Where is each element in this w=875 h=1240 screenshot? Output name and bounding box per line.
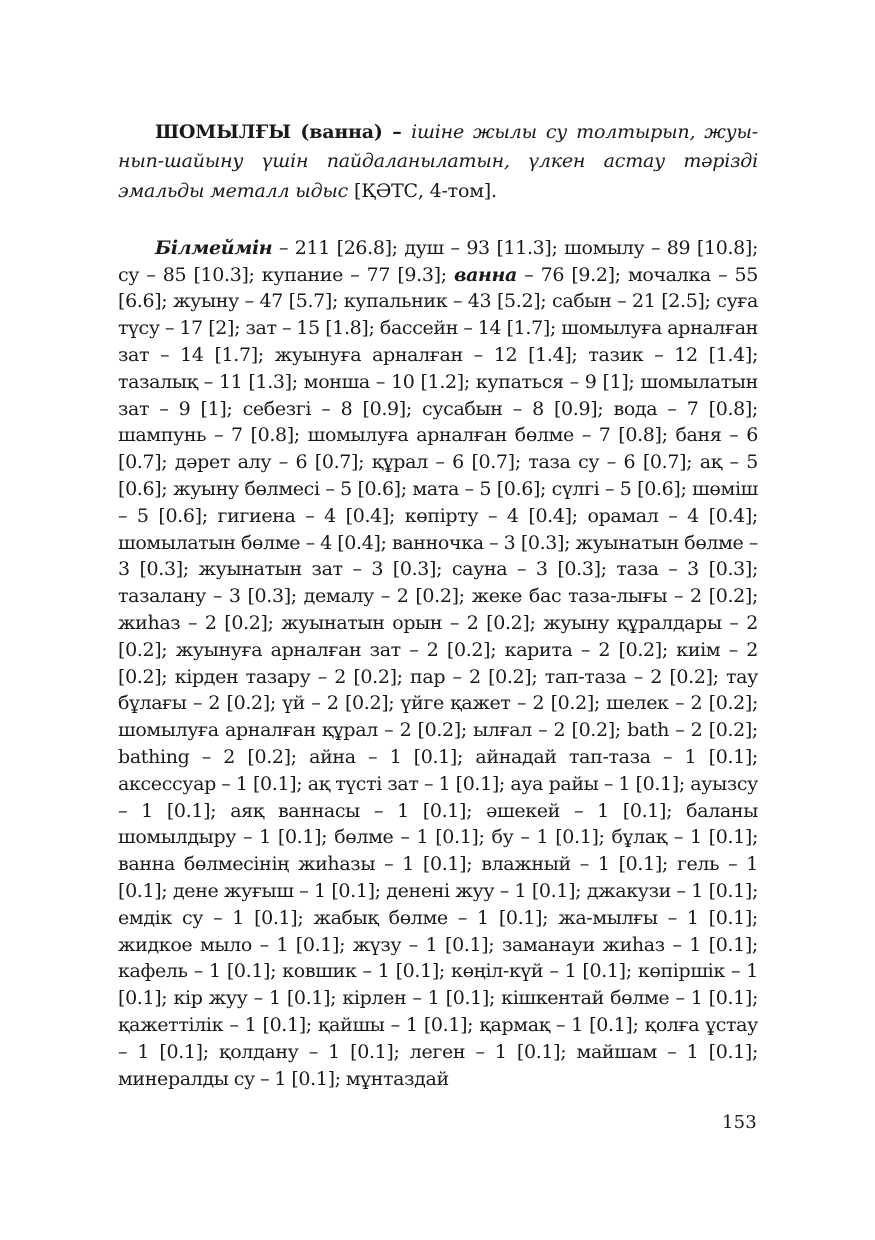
response-list-part-1: – 211 [26.8]; душ – 93 [11.3]; шомылу – 89 [10.8]; су – 85 [10.3]; купание – 77 [9.3]; — [118, 236, 758, 286]
entry-headword: ШОМЫЛҒЫ (ванна) — [155, 121, 383, 143]
response-stimulus-term: ванна — [453, 263, 517, 286]
entry-source: [ҚӘТС, 4-том]. — [348, 179, 497, 202]
response-list-part-2: – 76 [9.2]; мочалка – 55 [6.6]; жуыну – 47 [5.7]; купальник – 43 [5.2]; сабын – 21 [2.5]; суға түсу – 17 [2]; зат – 15 [1.8]; бассейн – 14 [1.7]; шомылуға арналған зат – 14 [1.7]; жуынуға арналған – 12 [1.4]; тазик – 12 [1.4]; тазалық – 11 [1.3]; монша – 10 [1.2]; купаться – 9 [1]; шомылатын зат – 9 [1]; себезгі – 8 [0.9]; сусабын – 8 [0.9]; вода – 7 [0.8]; шампунь – 7 [0.8]; шомылуға арналған бөлме – 7 [0.8]; баня – 6 [0.7]; дәрет алу – 6 [0.7]; құрал – 6 [0.7]; таза су – 6 [0.7]; ақ – 5 [0.6]; жуыну бөлмесі – 5 [0.6]; мата – 5 [0.6]; сүлгі – 5 [0.6]; шөміш – 5 [0.6]; гигиена – 4 [0.4]; көпірту – 4 [0.4]; орамал – 4 [0.4]; шомылатын бөлме – 4 [0.4]; ванночка – 3 [0.3]; жуынатын бөлме – 3 [0.3]; жуынатын зат – 3 [0.3]; сауна – 3 [0.3]; таза – 3 [0.3]; тазалану – 3 [0.3]; демалу – 2 [0.2]; жеке бас таза-лығы – 2 [0.2]; жиһаз – 2 [0.2]; жуынатын орын – 2 [0.2]; жуыну құралдары – 2 [0.2]; жуынуға арналған зат – 2 [0.2]; карита – 2 [0.2]; киім – 2 [0.2]; кірден тазару – 2 [0.2]; пар – 2 [0.2]; тап-таза – 2 [0.2]; тау бұлағы – 2 [0.2]; үй – 2 [0.2]; үйге қажет – 2 [0.2]; шелек – 2 [0.2]; шомылуға арналған құрал – 2 [0.2]; ылғал – 2 [0.2]; bath – 2 [0.2]; bathing – 2 [0.2]; айна – 1 [0.1]; айнадай тап-таза – 1 [0.1]; аксессуар – 1 [0.1]; ақ түсті зат – 1 [0.1]; ауа райы – 1 [0.1]; ауызсу – 1 [0.1]; аяқ ваннасы – 1 [0.1]; әшекей – 1 [0.1]; баланы шомылдыру – 1 [0.1]; бөлме – 1 [0.1]; бу – 1 [0.1]; бұлақ – 1 [0.1]; ванна бөлмесінің жиһазы – 1 [0.1]; влажный – 1 [0.1]; гель – 1 [0.1]; дене жуғыш – 1 [0.1]; денені жуу – 1 [0.1]; джакузи – 1 [0.1]; емдік су – 1 [0.1]; жабық бөлме – 1 [0.1]; жа-мылғы – 1 [0.1]; жидкое мыло – 1 [0.1]; жүзу – 1 [0.1]; заманауи жиһаз – 1 [0.1]; кафель – 1 [0.1]; ковшик – 1 [0.1]; көңіл-күй – 1 [0.1]; көпіршік – 1 [0.1]; кір жуу – 1 [0.1]; кірлен – 1 [0.1]; кішкентай бөлме – 1 [0.1]; қажеттілік – 1 [0.1]; қайшы – 1 [0.1]; қармақ – 1 [0.1]; қолға ұстау – 1 [0.1]; қолдану – 1 [0.1]; леген – 1 [0.1]; майшам – 1 [0.1]; минералды су – 1 [0.1]; мұнтаздай — [118, 263, 758, 1090]
page-number: 153 — [722, 1112, 757, 1133]
page-body — [118, 118, 758, 1092]
association-responses — [118, 235, 758, 1093]
entry-dash: – — [382, 121, 412, 143]
entry-definition: ішіне жылы су толтырып, жуы-нып-шайыну үшін пайдаланылатын, үлкен астау тәрізді эмальды металл ыдыс — [118, 121, 758, 202]
dictionary-entry — [118, 118, 758, 206]
response-lead-term: Білмеймін — [155, 236, 273, 259]
